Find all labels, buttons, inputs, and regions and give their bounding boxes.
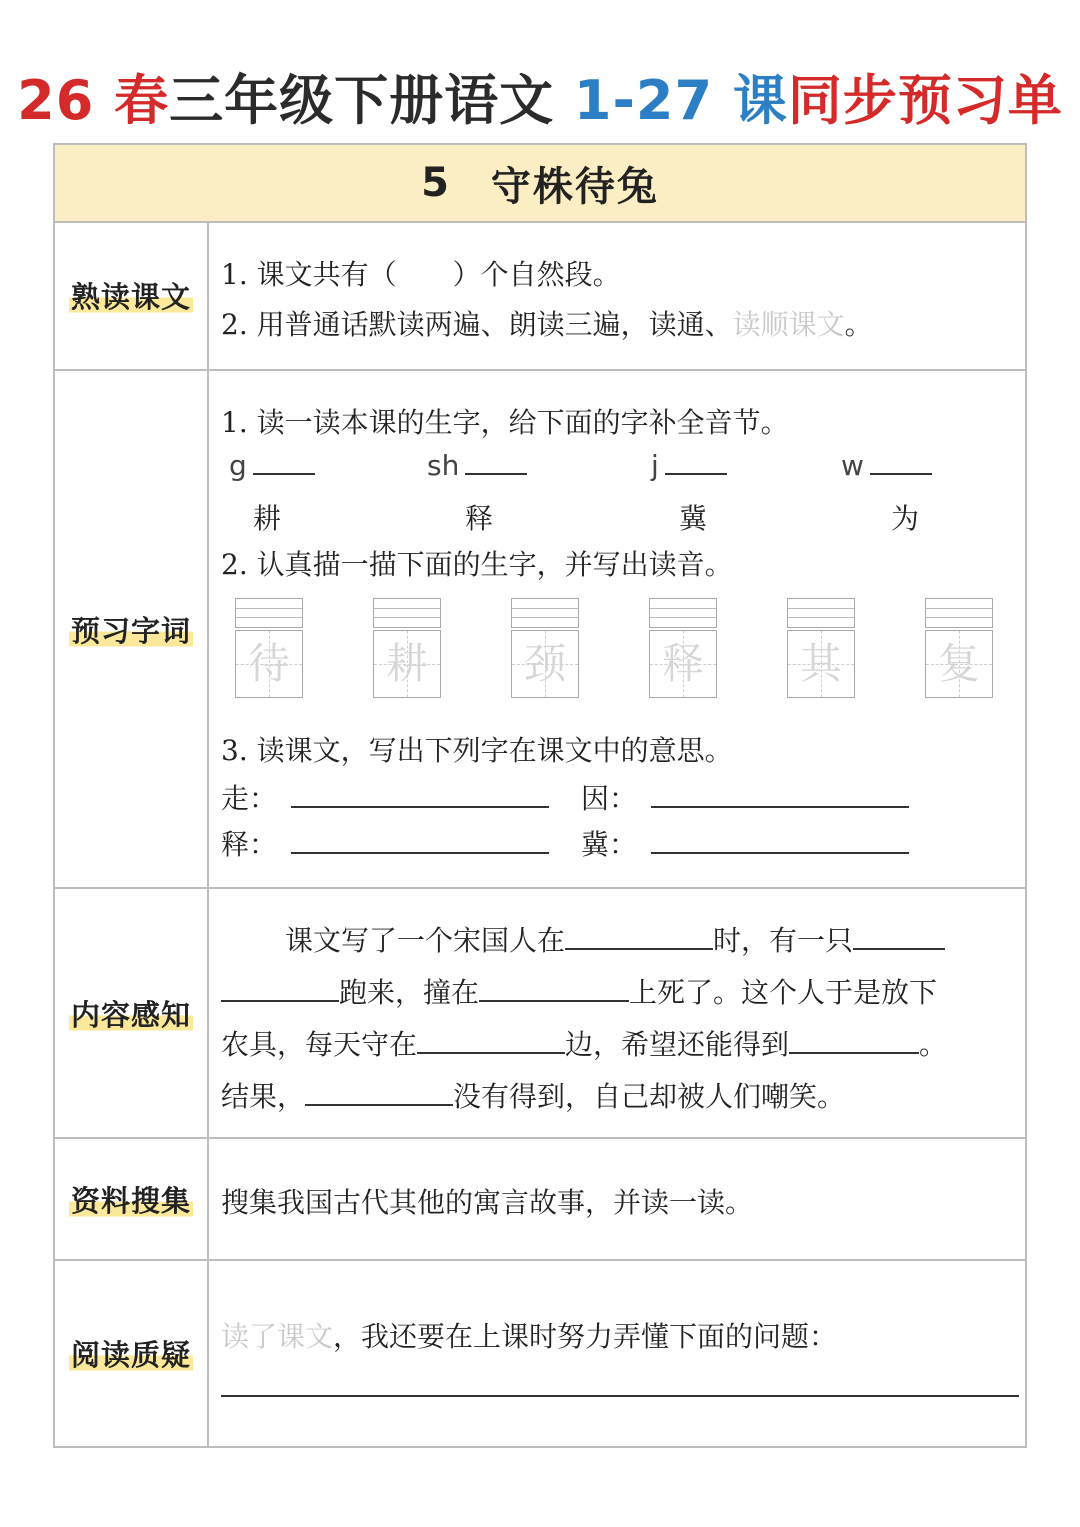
row-question bbox=[55, 1261, 1025, 1446]
title-part-3: 1-27 课 bbox=[573, 69, 788, 132]
lesson-number: 5 bbox=[421, 160, 451, 206]
title-part-4: 同步预习单 bbox=[787, 69, 1063, 132]
words-question-2: 2. 认真描一描下面的生字，并写出读音。 bbox=[221, 548, 733, 581]
watermark-text: 读了课文 bbox=[221, 1320, 334, 1353]
pinyin-char-3: 冀 bbox=[679, 502, 708, 535]
tracing-cell[interactable]: 其 bbox=[787, 598, 855, 698]
tracing-cell[interactable]: 耕 bbox=[373, 598, 441, 698]
lesson-heading bbox=[55, 145, 1025, 223]
row-read bbox=[55, 221, 1025, 371]
words-question-3: 3. 读课文，写出下列字在课文中的意思。 bbox=[221, 734, 733, 767]
tracing-cell[interactable]: 复 bbox=[925, 598, 993, 698]
content-line-3: 农具，每天守在 边，希望还能得到 。 bbox=[221, 1028, 948, 1061]
meaning-item-1[interactable]: 走： bbox=[221, 777, 549, 817]
row-words bbox=[55, 371, 1025, 889]
words-question-1: 1. 读一读本课的生字，给下面的字补全音节。 bbox=[221, 406, 789, 439]
meaning-item-3[interactable]: 释： bbox=[221, 823, 549, 863]
row-label-words: 预习字词 bbox=[69, 609, 193, 650]
content-line-1: 课文写了一个宋国人在 时，有一只 bbox=[285, 919, 945, 959]
tracing-grid-row bbox=[221, 598, 1021, 698]
row-label-read: 熟读课文 bbox=[69, 275, 193, 316]
meaning-item-4[interactable]: 冀： bbox=[581, 823, 909, 863]
question-prompt: 读了课文，我还要在上课时努力弄懂下面的问题： bbox=[221, 1320, 838, 1353]
tracing-cell[interactable]: 颈 bbox=[511, 598, 579, 698]
row-collect bbox=[55, 1139, 1025, 1261]
worksheet-table bbox=[53, 143, 1027, 1448]
meaning-item-2[interactable]: 因： bbox=[581, 777, 909, 817]
lesson-title: 守株待兔 bbox=[490, 162, 659, 210]
row-label-question: 阅读质疑 bbox=[69, 1333, 193, 1374]
pinyin-blank-4[interactable]: w bbox=[841, 449, 932, 482]
row-content bbox=[55, 889, 1025, 1139]
row-label-content: 内容感知 bbox=[69, 993, 193, 1034]
tracing-cell[interactable]: 释 bbox=[649, 598, 717, 698]
read-line-1: 1. 课文共有（ ）个自然段。 bbox=[221, 258, 621, 291]
pinyin-char-4: 为 bbox=[891, 502, 920, 535]
content-line-2: 跑来，撞在 上死了。这个人于是放下 bbox=[221, 971, 937, 1011]
tracing-cell[interactable]: 待 bbox=[235, 598, 303, 698]
pinyin-blank-1[interactable]: g bbox=[229, 449, 315, 482]
pinyin-char-1: 耕 bbox=[253, 502, 282, 535]
watermark-text: 读顺课文 bbox=[732, 308, 845, 341]
read-line-2: 2. 用普通话默读两遍、朗读三遍，读通、读顺课文。 bbox=[221, 308, 873, 341]
collect-text: 搜集我国古代其他的寓言故事，并读一读。 bbox=[221, 1186, 754, 1219]
content-line-4: 结果， 没有得到，自己却被人们嘲笑。 bbox=[221, 1080, 846, 1113]
title-part-2: 三年级下册语文 bbox=[169, 69, 555, 132]
page-title bbox=[0, 58, 1080, 135]
pinyin-blank-2[interactable]: sh bbox=[427, 449, 527, 482]
pinyin-blank-3[interactable]: j bbox=[651, 449, 727, 482]
pinyin-char-2: 释 bbox=[465, 502, 494, 535]
row-label-collect: 资料搜集 bbox=[69, 1179, 193, 1220]
answer-line[interactable] bbox=[221, 1395, 1019, 1397]
title-part-1: 26 春 bbox=[17, 69, 170, 132]
